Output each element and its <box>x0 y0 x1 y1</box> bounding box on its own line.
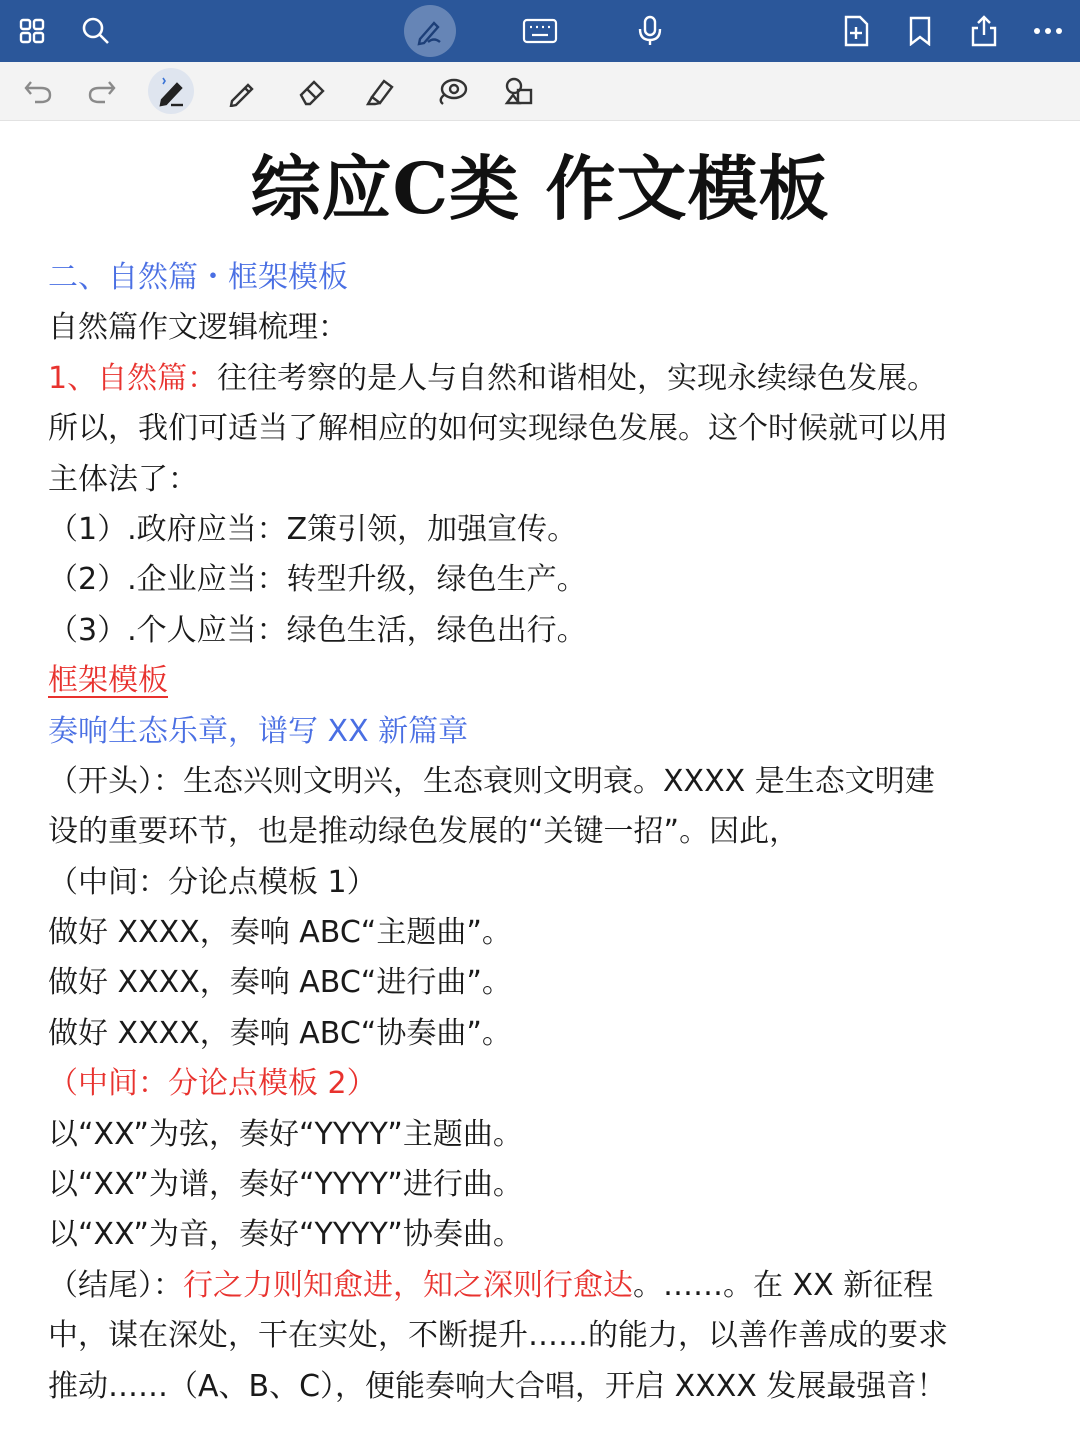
smart-pen-icon[interactable] <box>148 68 194 114</box>
document-body <box>48 253 1048 1412</box>
document-title: 综应C类 作文模板 <box>250 147 830 230</box>
redo-icon[interactable] <box>82 71 122 111</box>
framework-label: 框架模板 <box>48 663 168 699</box>
middle-template1-point-b: 做好 XXXX，奏响 ABC“进行曲”。 <box>48 965 512 1001</box>
middle-template1-point-a: 做好 XXXX，奏响 ABC“主题曲”。 <box>48 915 512 951</box>
ending-line3: 推动……（A、B、C），便能奏响大合唱，开启 XXXX 发展最强音！ <box>48 1368 947 1404</box>
shapes-icon[interactable] <box>500 71 540 111</box>
eraser-icon[interactable] <box>292 71 332 111</box>
ending-line1-rest: 。……。在 XX 新征程 <box>633 1267 934 1303</box>
drawing-toolbar <box>0 62 1080 121</box>
highlighter-icon[interactable] <box>360 71 400 111</box>
add-page-icon[interactable] <box>836 11 876 51</box>
opening-line2: 设的重要环节，也是推动绿色发展的“关键一招”。因此， <box>48 814 800 850</box>
paragraph-nature-line1 <box>48 354 1048 404</box>
pen-draw-icon[interactable] <box>404 5 456 57</box>
middle-template2-point-b: 以“XX”为谱，奏好“YYYY”进行曲。 <box>48 1167 523 1203</box>
more-icon[interactable] <box>1028 11 1068 51</box>
essay-title: 奏响生态乐章，谱写 XX 新篇章 <box>48 713 469 749</box>
nature-label: 1、自然篇： <box>48 360 218 396</box>
ending-quote: 行之力则知愈进，知之深则行愈达 <box>183 1267 633 1303</box>
nature-text: 往往考察的是人与自然和谐相处，实现永续绿色发展。 <box>217 360 938 396</box>
middle-template2-point-c: 以“XX”为音，奏好“YYYY”协奏曲。 <box>48 1217 523 1253</box>
paragraph-nature-line3: 主体法了： <box>48 461 198 497</box>
keyboard-icon[interactable] <box>520 11 560 51</box>
document-page <box>0 121 1080 1443</box>
apps-grid-icon[interactable] <box>12 11 52 51</box>
ending-line1 <box>48 1261 1048 1311</box>
app-top-bar <box>0 0 1080 62</box>
pencil-icon[interactable] <box>222 71 262 111</box>
middle-template2-label: （中间：分论点模板 2） <box>48 1066 377 1102</box>
middle-template2-point-a: 以“XX”为弦，奏好“YYYY”主题曲。 <box>48 1116 523 1152</box>
list-item-individual: （3）.个人应当：绿色生活，绿色出行。 <box>48 612 587 648</box>
ending-label: （结尾）： <box>48 1267 183 1303</box>
list-item-enterprise: （2）.企业应当：转型升级，绿色生产。 <box>48 562 587 598</box>
section-heading: 二、自然篇・框架模板 <box>48 260 348 295</box>
search-icon[interactable] <box>76 11 116 51</box>
ending-line2: 中，谋在深处，干在实处，不断提升……的能力，以善作善成的要求 <box>48 1318 948 1354</box>
paragraph-nature-line2: 所以，我们可适当了解相应的如何实现绿色发展。这个时候就可以用 <box>48 411 948 447</box>
undo-icon[interactable] <box>18 71 58 111</box>
middle-template1-point-c: 做好 XXXX，奏响 ABC“协奏曲”。 <box>48 1015 512 1051</box>
middle-template1-label: （中间：分论点模板 1） <box>48 864 377 900</box>
list-item-government: （1）.政府应当：Z策引领，加强宣传。 <box>48 511 578 547</box>
logic-intro: 自然篇作文逻辑梳理： <box>48 310 348 346</box>
bookmark-icon[interactable] <box>900 11 940 51</box>
microphone-icon[interactable] <box>630 11 670 51</box>
opening-line1: （开头）：生态兴则文明兴，生态衰则文明衰。XXXX 是生态文明建 <box>48 763 935 799</box>
share-icon[interactable] <box>964 11 1004 51</box>
lasso-icon[interactable] <box>432 71 472 111</box>
